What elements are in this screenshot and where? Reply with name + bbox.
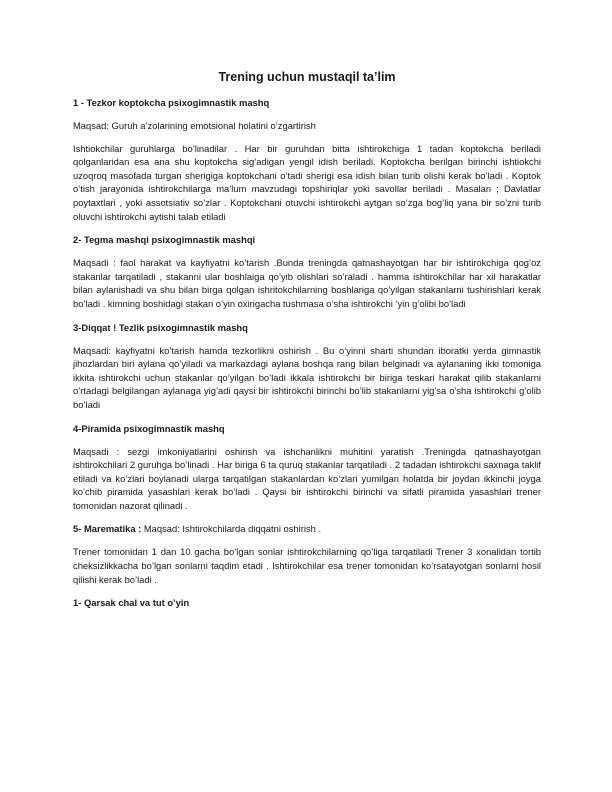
section-5-heading-line	[73, 522, 541, 535]
section-1-body: Ishtiokchilar guruhlarga bo’linadilar . Har bir guruhdan bitta ishtirokchiga 1 tadan koptokcha beriladi qolganlaridan esa ana shu koptokcha sig’adigan yengil idish beriladi. Koptokcha berilgan birinchi ishtiokchi uzoqroq masofada turgan sherigiga koptokchani o’tadi sherigi esa idish bilan turib olishi kerak bo’ladi . Koptok o’tish jarayonida ishtirokchilarga ma’lum mavzudagi topshiriqlar yoki savollar beriladi . Masalan ; Davlatlar poytaxtlari , yoki assotsiativ so’zlar . Koptokchani otuvchi ishtirokchi aytgan so’zga bog’liq yana bir so’zni turib oluvchi ishtirokchi aytishi talab etiladi	[73, 142, 541, 222]
section-1-aim: Maqsad: Guruh a’zolarining emotsional holatini o’zgartirish	[73, 120, 316, 131]
document-title: Trening uchun mustaqil ta’lim	[218, 70, 396, 84]
section-2-heading: 2- Tegma mashqi psixogimnastik mashqi	[73, 234, 256, 246]
section-6-heading: 1- Qarsak chal va tut o’yin	[73, 597, 190, 609]
document-page	[73, 70, 541, 619]
section-3-heading: 3-Diqqat ! Tezlik psixogimnastik mashq	[73, 321, 248, 333]
section-2-body: Maqsadi : faol harakat va kayfiyatni ko’tarish .Bunda treningda qatnashayotgan har bir ishtirokchiga qog’oz stakanlar tarqatiladi , stakanni ular boshlaiga qo’yib olishlari so’raladi . hamma ishtirokchilar har xil harakatlar bilan aylanishadi va shu bilan birga qolgan ishritokchilarning boshlariga qo’yilgan stakanlarni tushirishlari kerak bo’ladi . kimning boshidagi stakan o’yin oxirigacha tushmasa o’sha ishtirokchi ‘yin g’olibi bo’ladi	[73, 257, 541, 309]
section-5-body: Trener tomonidan 1 dan 10 gacha bo’lgan sonlar ishtirokchilarning qo’liga tarqatiladi Trener 3 xonalidan tortib cheksizlikkacha bo’lgan sonlarni taqdim etadi . Ishtirokchilar esa trener tomonidan ko’rsatayotgan sonlarni hosil qilishi kerak bo’ladi .	[73, 546, 541, 585]
section-5-heading: 5- Marematika :	[73, 523, 142, 535]
section-3-body: Maqsadi: kayfiyatni ko’tarish hamda tezkorlikni oshirish . Bu o’yinni sharti shundan iboratki yerda gimnastik jihozlardan biri aylana qo’yiladi va markazdagi aylana boshqa rang bilan belginadi va aylananing ikki tomoniga ikkita ishtirokchi uchun stakanlar qo’yilgan bo’ladi ikkala ishtirokchi bir biriga teskari harakat qilib stakanlarni o’rtadagi belgilangan aylanaga yig’adi qaysi bir ishtirokchi birinchi bo’lib stakanlarni yig’sa o’sha ishtirokchi g’olib bo’ladi	[73, 344, 541, 410]
section-1-heading: 1 - Tezkor koptokcha psixogimnastik mashq	[73, 97, 270, 108]
section-4-body: Maqsadi : sezgi imkoniyatlarini oshirish va ishchanlikni muhitini yaratish .Treningda qatnashayotgan ishtirokchilari 2 guruhga bo’linadi . Har biriga 6 ta quruq stakanlar tarqatiladi . 2 tadadan ishtirokchi saxnaga taklif etiladi va ko’zlari boylanadi ularga tarqatilgan stakanlardan ko’zlari yumilgan holatda bir joydan ikkinchi joyga ko’chib piramida yasashlari kerak bo’ladi . Qaysi bir ishtirokchi birinchi va sifatli piramida yasashlari trener tomonidan nazorat qilinadi .	[73, 445, 541, 511]
section-4-heading: 4-Piramida psixogimnastik mashq	[73, 422, 225, 434]
section-5-aim: Maqsad: Ishtirokchilarda diqqatni oshirish .	[141, 523, 322, 535]
